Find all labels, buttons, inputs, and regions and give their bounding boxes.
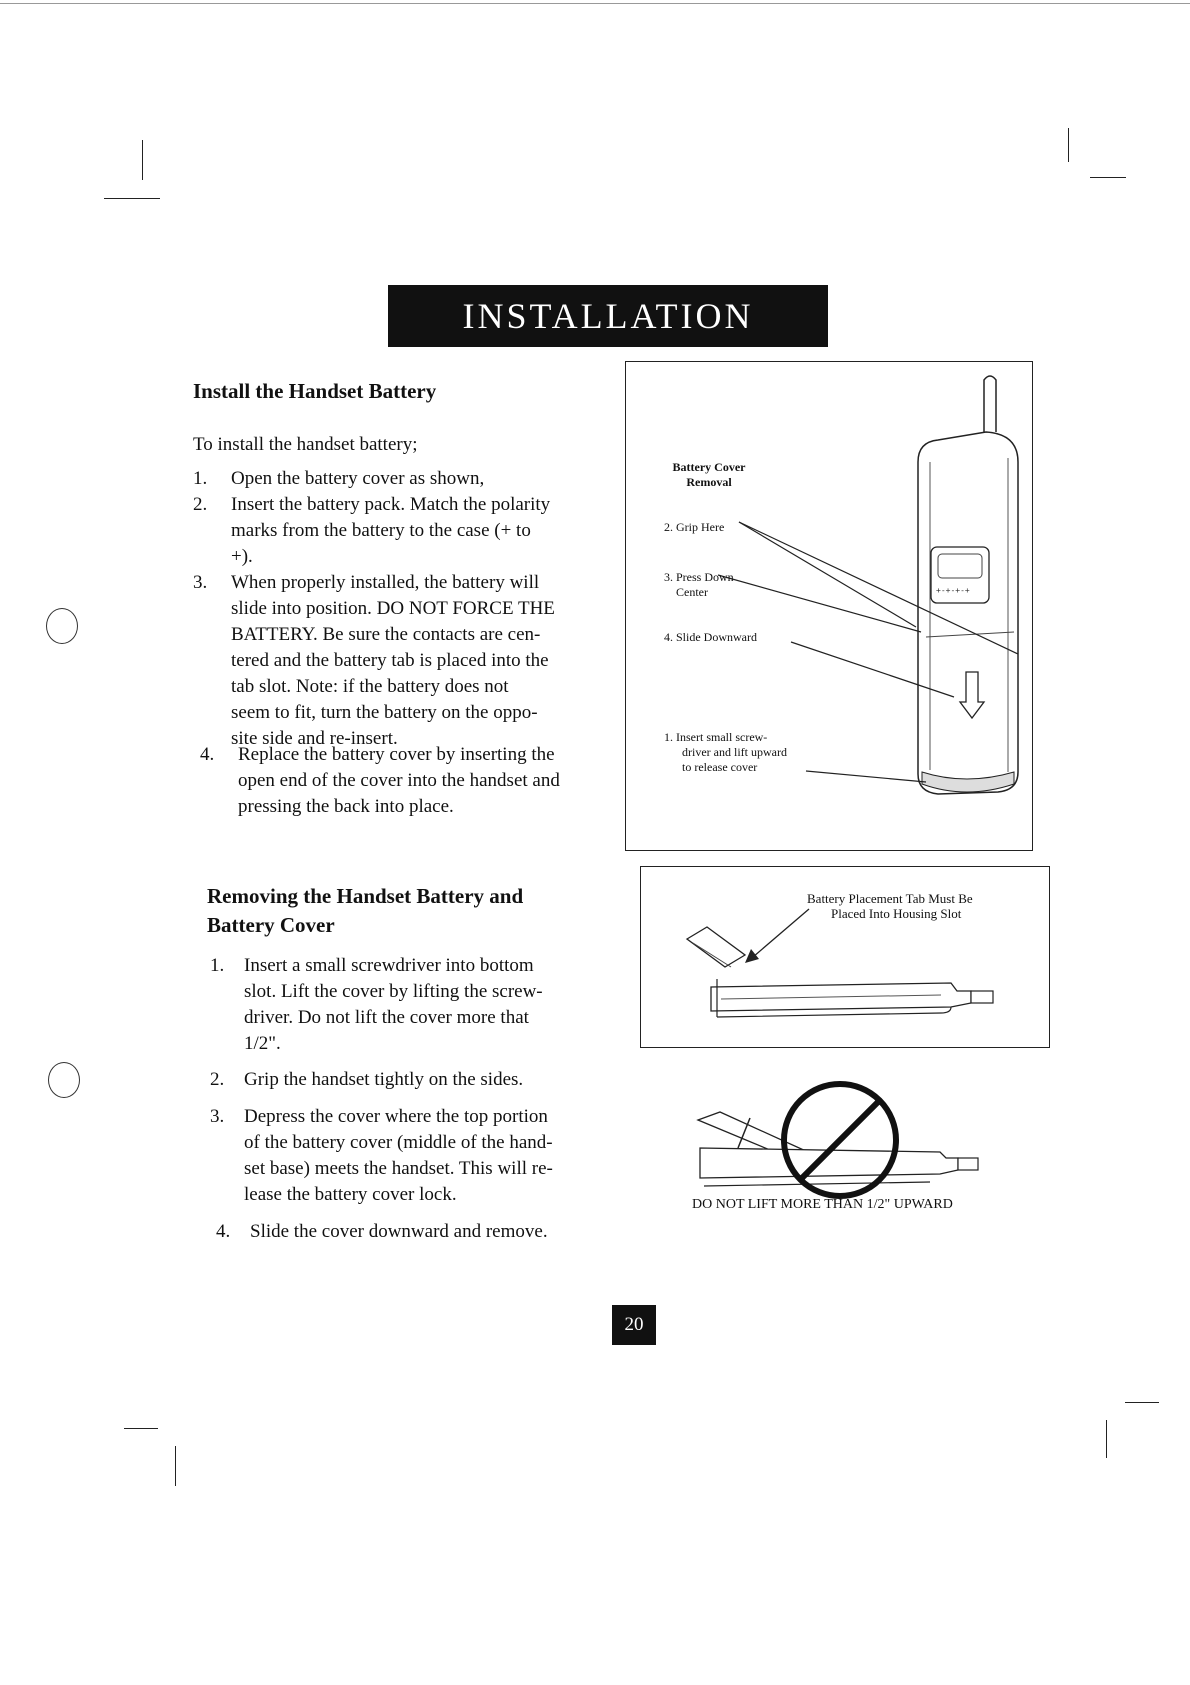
figure-title-line: Battery Cover (672, 460, 746, 474)
step-line: 1/2". (244, 1033, 281, 1054)
install-intro: To install the handset battery; (193, 434, 418, 455)
step-number: 4. (200, 744, 215, 765)
step-number: 3. (210, 1106, 225, 1127)
figure-battery-cover-removal (625, 361, 1033, 851)
crop-mark (1090, 177, 1126, 178)
step-number: 1. (210, 955, 225, 976)
label-insert-screwdriver (664, 730, 787, 775)
do-not-lift-illustration (690, 1078, 1000, 1208)
step-number: 3. (193, 572, 208, 593)
step-line: Insert the battery pack. Match the polarity (231, 494, 551, 515)
step-line: When properly installed, the battery will (231, 572, 540, 593)
binder-hole (46, 608, 78, 644)
step-line: set base) meets the handset. This will re- (244, 1158, 553, 1179)
label-slide-downward: 4. Slide Downward (664, 630, 757, 644)
step-line: Slide the cover downward and remove. (250, 1221, 548, 1242)
label-line: Battery Placement Tab Must Be (807, 891, 973, 906)
step-line: Insert a small screwdriver into bottom (244, 955, 534, 976)
figure-title (664, 460, 754, 490)
crop-mark (142, 140, 143, 180)
step-line: tab slot. Note: if the battery does not (231, 676, 509, 697)
step-number: 2. (210, 1069, 225, 1090)
step-number: 4. (216, 1221, 231, 1242)
step-line: lease the battery cover lock. (244, 1184, 457, 1205)
page-edge (0, 3, 1190, 4)
step-line: of the battery cover (middle of the hand- (244, 1132, 553, 1153)
svg-text:+-+-+-+: +-+-+-+ (936, 586, 970, 595)
step-line: Open the battery cover as shown, (231, 468, 485, 489)
step-line: marks from the battery to the case (+ to (231, 520, 531, 541)
remove-heading-line: Removing the Handset Battery and (207, 884, 524, 908)
step-line: open end of the cover into the handset and (238, 770, 560, 791)
figure-battery-placement (640, 866, 1050, 1048)
remove-heading (207, 882, 523, 940)
step-line: Depress the cover where the top portion (244, 1106, 548, 1127)
step-line: Replace the battery cover by inserting the (238, 744, 555, 765)
step-line: driver. Do not lift the cover more that (244, 1007, 529, 1028)
label-line: Center (676, 585, 708, 599)
label-placement-tab (807, 891, 973, 921)
label-press-down (664, 570, 734, 600)
step-line: seem to fit, turn the battery on the oppo- (231, 702, 538, 723)
remove-heading-line: Battery Cover (207, 913, 335, 937)
step-line: slot. Lift the cover by lifting the screw- (244, 981, 543, 1002)
label-line: Placed Into Housing Slot (831, 906, 962, 921)
figure-title-line: Removal (686, 475, 732, 489)
step-line: BATTERY. Be sure the contacts are cen- (231, 624, 541, 645)
step-number: 1. (193, 468, 208, 489)
label-line: 1. Insert small screw- (664, 730, 768, 744)
step-line: site side and re-insert. (231, 728, 398, 749)
section-banner: INSTALLATION (388, 285, 828, 347)
caption-do-not-lift: DO NOT LIFT MORE THAN 1/2" UPWARD (692, 1197, 953, 1212)
crop-mark (124, 1428, 158, 1429)
install-heading: Install the Handset Battery (193, 379, 437, 403)
label-line: 3. Press Down (664, 570, 734, 584)
crop-mark (1068, 128, 1069, 162)
crop-mark (104, 198, 160, 199)
step-line: +). (231, 546, 253, 567)
crop-mark (175, 1446, 176, 1486)
label-line: driver and lift upward (682, 745, 787, 759)
page-number: 20 (612, 1305, 656, 1345)
step-number: 2. (193, 494, 208, 515)
step-line: slide into position. DO NOT FORCE THE (231, 598, 555, 619)
label-grip-here: 2. Grip Here (664, 520, 725, 534)
step-line: tered and the battery tab is placed into the (231, 650, 549, 671)
binder-hole (48, 1062, 80, 1098)
step-line: pressing the back into place. (238, 796, 454, 817)
step-line: Grip the handset tightly on the sides. (244, 1069, 524, 1090)
crop-mark (1125, 1402, 1159, 1403)
handset-illustration (626, 362, 1034, 852)
crop-mark (1106, 1420, 1107, 1458)
label-line: to release cover (682, 760, 758, 774)
